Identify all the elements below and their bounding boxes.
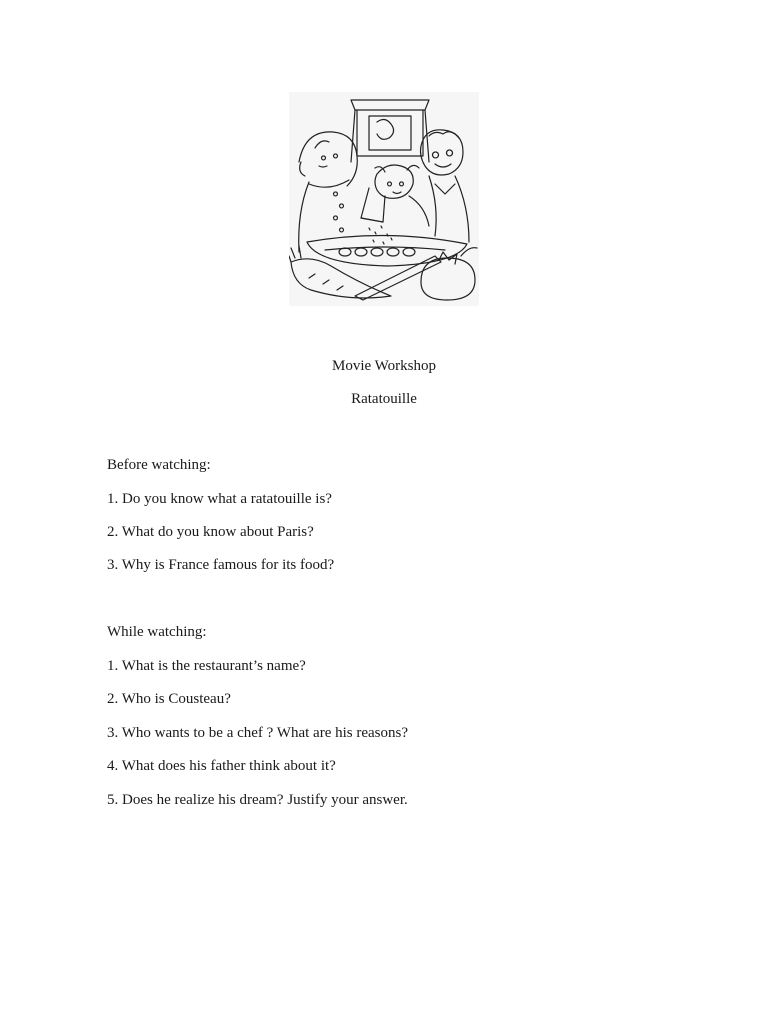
- while-question-5: 5. Does he realize his dream? Justify your answer.: [107, 792, 408, 808]
- before-watching-heading: Before watching:: [107, 457, 211, 473]
- document-title: Movie Workshop: [332, 358, 436, 374]
- cartoon-drawing: [289, 92, 479, 306]
- while-question-1: 1. What is the restaurant’s name?: [107, 658, 306, 674]
- before-question-1: 1. Do you know what a ratatouille is?: [107, 491, 332, 507]
- while-question-4: 4. What does his father think about it?: [107, 758, 336, 774]
- document-subtitle: Ratatouille: [351, 391, 417, 407]
- while-watching-heading: While watching:: [107, 624, 207, 640]
- before-question-2: 2. What do you know about Paris?: [107, 524, 314, 540]
- before-question-3: 3. Why is France famous for its food?: [107, 557, 335, 573]
- while-question-3: 3. Who wants to be a chef ? What are his reasons?: [107, 725, 409, 741]
- ratatouille-illustration: [289, 92, 479, 306]
- while-question-2: 2. Who is Cousteau?: [107, 691, 231, 707]
